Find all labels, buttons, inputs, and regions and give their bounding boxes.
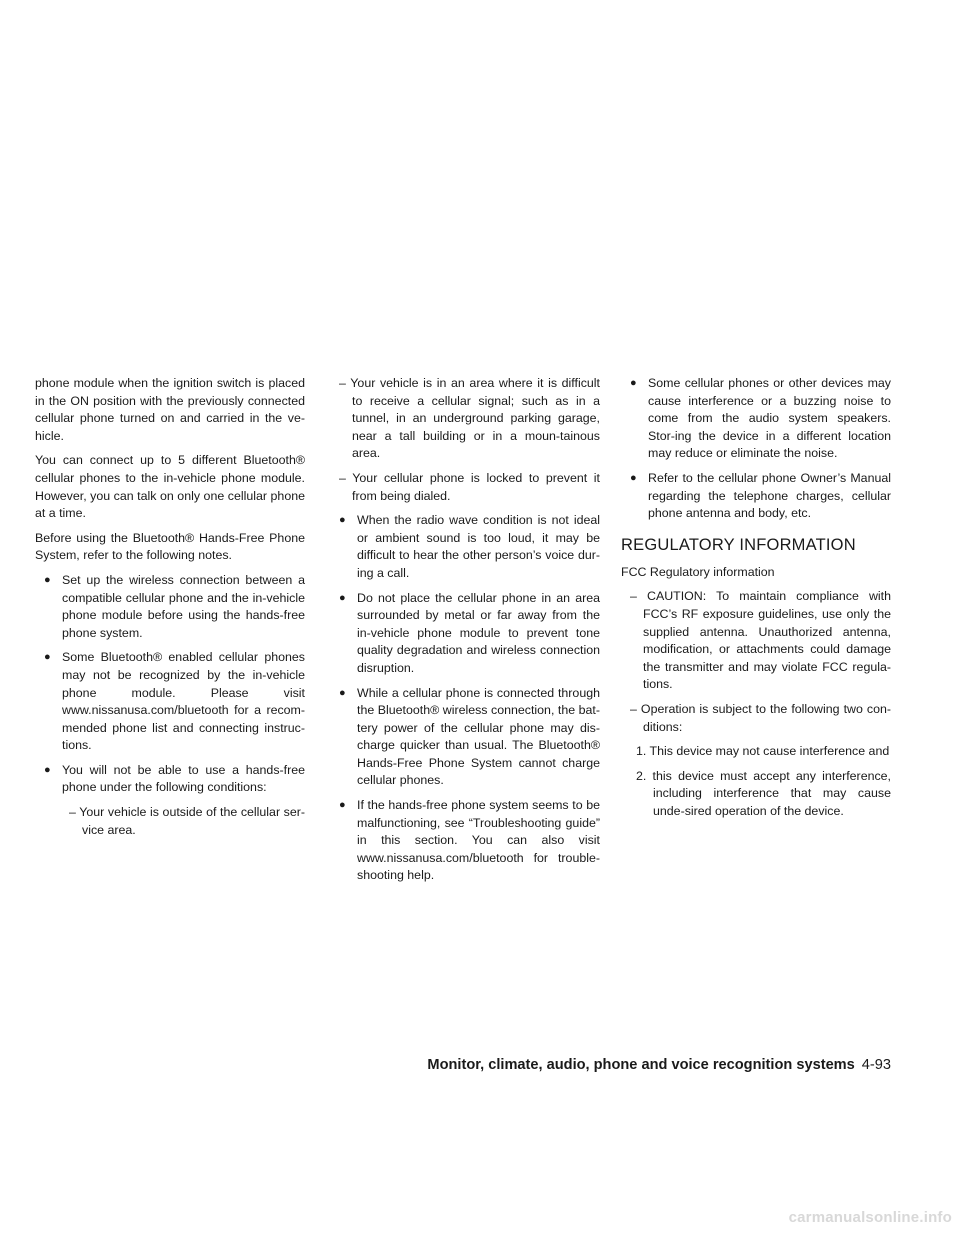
page-footer <box>427 1057 891 1075</box>
bullet-icon: ● <box>44 651 51 664</box>
bullet-icon: ● <box>339 686 346 699</box>
footer-section-title: Monitor, climate, audio, phone and voice recognition systems <box>427 1057 855 1073</box>
fcc-label: FCC Regulatory information <box>621 564 775 579</box>
section-heading: REGULATORY INFORMATION <box>621 535 856 554</box>
dash-item: – Your cellular phone is locked to prevent it from being dialed. <box>339 470 600 503</box>
dash-item: – Your vehicle is in an area where it is difficult to receive a cellular signal; such as in a tunnel, in an underground parking garage, near a tall building or in a moun-tainous area. <box>339 376 600 461</box>
caution-item: – CAUTION: To maintain compliance with FCC’s RF exposure guidelines, use only the supplied antenna. Unauthorized antenna, modification, or attachments could damage the transmitter and may violate FCC regula-tions. <box>630 589 891 692</box>
bullet-text: Do not place the cellular phone in an area surrounded by metal or far away from the in-vehicle phone module to prevent tone quality degradation and wireless connection disruption. <box>357 590 600 675</box>
bullet-text: Refer to the cellular phone Owner’s Manual regarding the telephone charges, cellular phone antenna and body, etc. <box>648 470 891 521</box>
bullet-icon: ● <box>339 799 346 812</box>
bullet-item <box>35 572 305 642</box>
bullet-item <box>35 649 305 755</box>
column-3 <box>621 375 891 827</box>
column-1 <box>35 375 305 846</box>
bullet-item <box>330 590 600 678</box>
page-number: 4-93 <box>861 1057 891 1073</box>
numbered-item: 1. This device may not cause interference and <box>636 744 890 759</box>
column-2 <box>330 375 600 892</box>
operation-item: – Operation is subject to the following two con-ditions: <box>630 701 891 734</box>
dash-item: – Your vehicle is outside of the cellular ser-vice area. <box>69 805 305 837</box>
bullet-text: Some Bluetooth® enabled cellular phones may not be recognized by the in-vehicle phone module. Please visit www.nissanusa.com/bluetooth for a recom-mended phone list and connecting instruc-tions. <box>62 650 305 753</box>
bullet-text: You will not be able to use a hands-free phone under the following conditions: <box>62 762 305 795</box>
bullet-item <box>621 375 891 463</box>
bullet-icon: ● <box>44 573 51 586</box>
bullet-item <box>35 762 305 797</box>
paragraph: You can connect up to 5 different Bluetooth® cellular phones to the in-vehicle phone module. However, you can talk on only one cellular phone at a time. <box>35 453 305 521</box>
bullet-item <box>330 797 600 885</box>
bullet-icon: ● <box>339 514 346 527</box>
bullet-text: While a cellular phone is connected through the Bluetooth® wireless connection, the bat-tery power of the cellular phone may dis-charge quicker than usual. The Bluetooth® Hands-Free Phone System cannot charge cellular phones. <box>357 685 600 788</box>
numbered-item: 2. this device must accept any interference, including interference that may cause unde-sired operation of the device. <box>636 768 891 818</box>
paragraph: phone module when the ignition switch is placed in the ON position with the previously connected cellular phone turned on and carried in the ve-hicle. <box>35 376 305 443</box>
bullet-item <box>621 470 891 523</box>
bullet-item <box>330 512 600 582</box>
bullet-text: If the hands-free phone system seems to be malfunctioning, see “Troubleshooting guide” in this section. You can also visit www.nissanusa.com/bluetooth for trouble-shooting help. <box>357 798 600 883</box>
bullet-icon: ● <box>339 591 346 604</box>
bullet-text: Some cellular phones or other devices may cause interference or a buzzing noise to come from the audio system speakers. Stor-ing the device in a different location may reduce or eliminate the noise. <box>648 376 891 461</box>
bullet-icon: ● <box>630 471 637 484</box>
bullet-icon: ● <box>44 763 51 776</box>
paragraph: Before using the Bluetooth® Hands-Free Phone System, refer to the following notes. <box>35 530 305 563</box>
bullet-icon: ● <box>630 377 637 389</box>
bullet-text: When the radio wave condition is not ideal or ambient sound is too loud, it may be difficult to hear the other person’s voice dur-ing a call. <box>357 513 600 580</box>
bullet-text: Set up the wireless connection between a compatible cellular phone and the in-vehicle phone module before using the hands-free phone system. <box>62 572 305 640</box>
bullet-item <box>330 685 600 791</box>
watermark: carmanualsonline.info <box>788 1209 952 1226</box>
